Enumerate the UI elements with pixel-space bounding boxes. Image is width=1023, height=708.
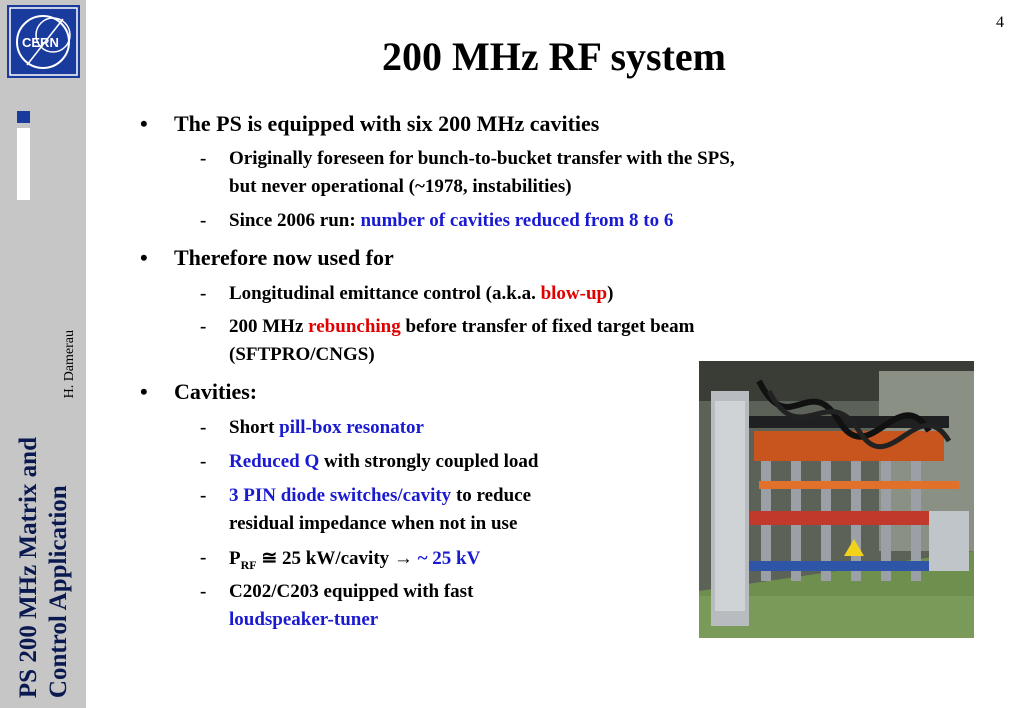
sub-since-2006	[229, 210, 673, 232]
text-segment: 200 MHz	[229, 316, 309, 337]
sidebar	[0, 0, 86, 708]
text-segment: Since 2006 run:	[229, 210, 361, 231]
cern-logo-text: CERN	[22, 35, 59, 50]
sub-prf-power	[229, 547, 480, 573]
sub-rebunching-line2: (SFTPRO/CNGS)	[229, 344, 375, 365]
text-segment: )	[607, 283, 614, 304]
text-segment: ≅ 25 kW/cavity →	[256, 548, 418, 569]
dash-marker: -	[200, 417, 207, 438]
bullet-therefore-used-for: Therefore now used for	[174, 245, 394, 270]
bullet-marker: •	[140, 245, 148, 270]
presentation-title	[14, 437, 74, 698]
highlight-text: 3 PIN diode switches/cavity	[229, 485, 452, 506]
dash-marker: -	[200, 316, 207, 337]
text-segment: with strongly coupled load	[319, 451, 539, 472]
dash-marker: -	[200, 210, 207, 231]
sub-pin-diode-line1	[229, 485, 531, 507]
dash-marker: -	[200, 451, 207, 472]
dash-marker: -	[200, 485, 207, 506]
text-segment: Longitudinal emittance control (a.k.a.	[229, 283, 541, 304]
sub-pin-diode-line2: residual impedance when not in use	[229, 513, 518, 534]
dash-marker: -	[200, 581, 207, 602]
cern-logo	[7, 5, 80, 78]
text-segment: P	[229, 548, 241, 569]
presentation-title-line2: Control Application	[45, 485, 72, 698]
subscript-rf: RF	[240, 557, 257, 572]
page-number: 4	[996, 14, 1004, 31]
sub-originally-foreseen-line2: but never operational (~1978, instabilities)	[229, 176, 572, 197]
dash-marker: -	[200, 283, 207, 304]
sub-pill-box	[229, 417, 424, 439]
highlight-text: pill-box resonator	[279, 417, 424, 438]
sub-reduced-q	[229, 451, 539, 473]
bullet-cavities: Cavities:	[174, 379, 258, 404]
highlight-text: ~ 25 kV	[417, 548, 481, 569]
highlight-text: number of cavities reduced from 8 to 6	[360, 210, 674, 231]
cavity-photo-drawing	[699, 361, 974, 638]
presentation-title-line1: PS 200 MHz Matrix and	[15, 436, 42, 698]
decor-square	[17, 111, 30, 123]
slide-title: 200 MHz RF system	[382, 34, 726, 79]
text-segment: before transfer of fixed target beam	[400, 316, 695, 337]
highlight-text: Reduced Q	[229, 451, 320, 472]
sub-rebunching-line1	[229, 316, 694, 338]
bullet-six-cavities: The PS is equipped with six 200 MHz cavities	[174, 111, 600, 136]
highlight-text: blow-up	[540, 283, 608, 304]
decor-bar	[17, 128, 30, 200]
cavity-photo	[699, 361, 974, 638]
bullet-marker: •	[140, 379, 148, 404]
sub-c202-line2: loudspeaker-tuner	[229, 609, 379, 630]
author-name: H. Damerau	[62, 330, 77, 399]
sub-emittance-control	[229, 283, 613, 305]
sub-originally-foreseen-line1: Originally foreseen for bunch-to-bucket transfer with the SPS,	[229, 148, 735, 169]
dash-marker: -	[200, 148, 207, 169]
text-segment: to reduce	[451, 485, 532, 506]
sub-c202-line1: C202/C203 equipped with fast	[229, 581, 474, 602]
highlight-text: rebunching	[308, 316, 401, 337]
bullet-marker: •	[140, 111, 148, 136]
dash-marker: -	[200, 547, 207, 568]
text-segment: Short	[229, 417, 280, 438]
